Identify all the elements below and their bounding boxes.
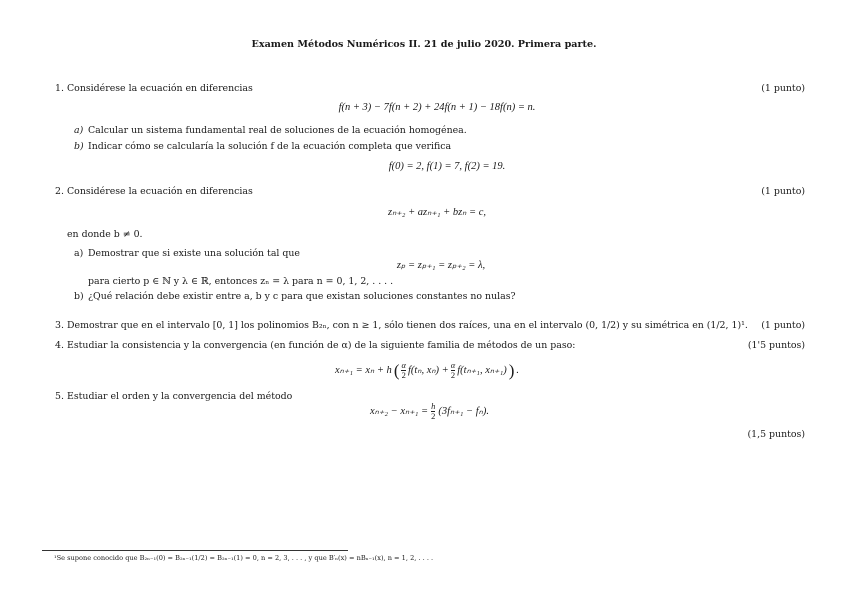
problem-4-statement: Estudiar la consistencia y la convergencia (en función de α) de la siguiente familia de métodos de un paso: [67, 340, 576, 351]
problem-4-fraction-2 [451, 361, 455, 379]
problem-5-points: (1,5 puntos) [747, 429, 805, 440]
problem-3-points: (1 punto) [761, 320, 805, 331]
fraction-numerator: α [401, 360, 406, 370]
problem-5-statement: Estudiar el orden y la convergencia del método [67, 391, 293, 402]
problem-2-item-a-equation: zₚ = zₚ₊₁ = zₚ₊₂ = λ, [396, 260, 486, 271]
problem-4-term-2: f(tₙ₊₁, xₙ₊₁) [457, 365, 507, 376]
left-paren-icon: ( [393, 360, 400, 380]
problem-1-item-b-label: b) [74, 141, 84, 152]
problem-2-points: (1 punto) [761, 186, 805, 197]
problem-2-item-b-label: b) [74, 291, 84, 302]
problem-1-conditions: f(0) = 2, f(1) = 7, f(2) = 19. [388, 161, 506, 172]
fraction-denominator: 2 [431, 410, 436, 421]
problem-5-equation-rhs: (3fₙ₊₁ − fₙ). [438, 406, 489, 417]
problem-1-item-a-label: a) [74, 125, 84, 136]
problem-2-equation: zₙ₊₂ + azₙ₊₁ + bzₙ = c, [388, 207, 486, 218]
footnote: ¹Se supone conocido que B₂ₙ₋₁(0) = B₂ₙ₋₁(1/2) = B₂ₙ₋₁(1) = 0, n = 2, 3, . . . , y que B′ₙ(x) = nBₙ₋₁(x), n = 1, 2, . . . . [54, 554, 434, 562]
problem-5-equation-lhs: xₙ₊₂ − xₙ₊₁ = [370, 406, 429, 417]
problem-4-equation [335, 361, 519, 379]
footnote-rule [42, 550, 348, 551]
problem-1-number: 1. [55, 83, 64, 94]
problem-3-statement: Demostrar que en el intervalo [0, 1] los polinomios B₂ₙ, con n ≥ 1, sólo tienen dos raíces, una en el intervalo (0, 1/2) y su simétrica en (1/2, 1)¹. [67, 320, 748, 331]
problem-2-item-a-text: Demostrar que si existe una solución tal que [88, 248, 300, 259]
exam-title: Examen Métodos Numéricos II. 21 de julio 2020. Primera parte. [251, 39, 597, 50]
problem-4-points: (1'5 puntos) [747, 340, 805, 351]
problem-1-statement: Considérese la ecuación en diferencias [67, 83, 253, 94]
problem-1-equation: f(n + 3) − 7f(n + 2) + 24f(n + 1) − 18f(n) = n. [338, 102, 536, 113]
fraction-denominator: 2 [450, 369, 456, 380]
problem-2-number: 2. [55, 186, 64, 197]
fraction-numerator: h [431, 401, 436, 411]
problem-2-item-b-text: ¿Qué relación debe existir entre a, b y c para que existan soluciones constantes no nulas? [88, 291, 516, 302]
problem-4-equation-end: . [516, 364, 520, 376]
problem-4-number: 4. [55, 340, 64, 351]
problem-5-fraction [431, 402, 435, 420]
fraction-denominator: 2 [401, 369, 406, 380]
problem-3-number: 3. [55, 320, 64, 331]
problem-1-points: (1 punto) [761, 83, 805, 94]
problem-4-equation-lhs: xₙ₊₁ = xₙ + h [335, 365, 392, 376]
fraction-numerator: α [450, 360, 456, 370]
problem-2-item-a-continuation: para cierto p ∈ ℕ y λ ∈ ℝ, entonces zₙ = λ para n = 0, 1, 2, . . . . [88, 276, 394, 287]
problem-1-item-b-text: Indicar cómo se calcularía la solución f de la ecuación completa que verifica [88, 141, 452, 152]
problem-4-term-1: f(tₙ, xₙ) + [407, 365, 449, 376]
problem-2-where: en donde b ≠ 0. [67, 229, 143, 240]
problem-4-fraction-1 [401, 361, 405, 379]
problem-1-item-a-text: Calcular un sistema fundamental real de soluciones de la ecuación homogénea. [88, 125, 467, 136]
right-paren-icon: ) [508, 360, 515, 380]
problem-2-item-a-label: a) [74, 248, 84, 259]
problem-5-number: 5. [55, 391, 64, 402]
problem-5-equation [370, 402, 489, 420]
problem-2-statement: Considérese la ecuación en diferencias [67, 186, 253, 197]
